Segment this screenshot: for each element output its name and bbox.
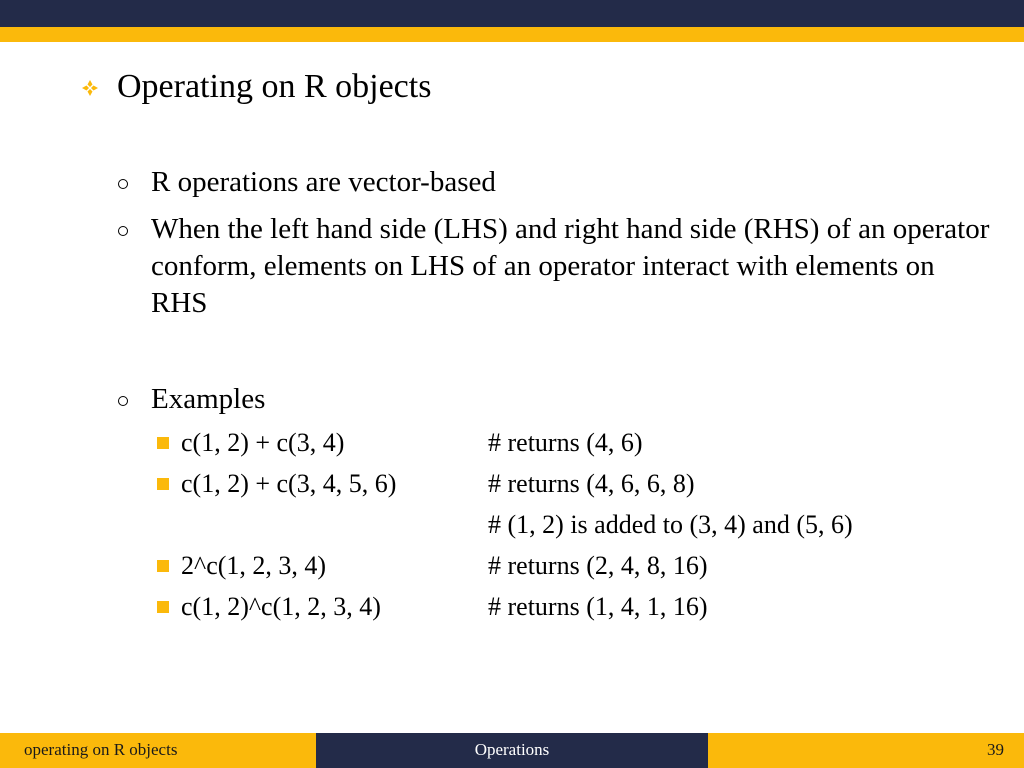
slide-title: Operating on R objects — [117, 68, 432, 105]
example-code: 2^c(1, 2, 3, 4) — [181, 551, 327, 580]
footer-right-section — [708, 733, 1024, 768]
footer — [0, 733, 1024, 768]
example-comment: # returns (4, 6, 6, 8) — [488, 469, 695, 498]
circle-bullet-icon — [118, 396, 128, 406]
header-stripe — [0, 27, 1024, 42]
square-bullet-icon — [157, 601, 169, 613]
example-code: c(1, 2)^c(1, 2, 3, 4) — [181, 592, 381, 621]
page-number: 39 — [987, 740, 1004, 759]
example-comment: # returns (2, 4, 8, 16) — [488, 551, 708, 580]
footer-section-title: operating on R objects — [24, 740, 178, 759]
sub-point-text: When the left hand side (LHS) and right hand side (RHS) of an operator conform, elements on LHS of an operator interact with elements on RHS — [151, 213, 990, 319]
footer-left-section — [0, 733, 316, 768]
example-comment: # (1, 2) is added to (3, 4) and (5, 6) — [488, 510, 853, 539]
header-bar — [0, 0, 1024, 27]
sub-point-text: R operations are vector-based — [151, 166, 496, 198]
sub-point-text: Examples — [151, 383, 266, 415]
square-bullet-icon — [157, 478, 169, 490]
example-comment: # returns (1, 4, 1, 16) — [488, 592, 708, 621]
circle-bullet-icon — [118, 179, 128, 189]
example-code: c(1, 2) + c(3, 4) — [181, 428, 345, 457]
diamond-cluster-icon — [80, 78, 100, 98]
example-comment: # returns (4, 6) — [488, 428, 643, 457]
example-code: c(1, 2) + c(3, 4, 5, 6) — [181, 469, 397, 498]
footer-center-section — [316, 733, 708, 768]
square-bullet-icon — [157, 437, 169, 449]
footer-center-title: Operations — [474, 740, 550, 759]
circle-bullet-icon — [118, 226, 128, 236]
square-bullet-icon — [157, 560, 169, 572]
